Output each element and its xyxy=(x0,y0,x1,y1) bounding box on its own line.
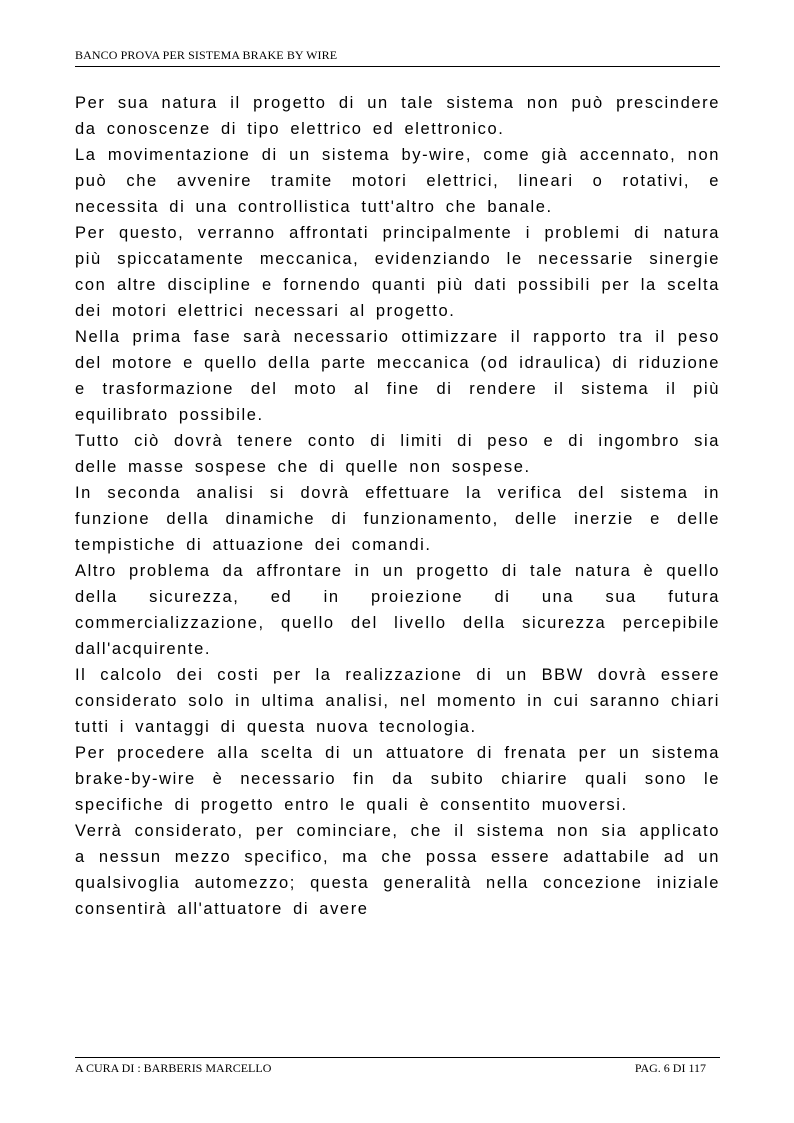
body-text xyxy=(75,90,720,922)
page-number: PAG. 6 DI 117 xyxy=(634,1061,706,1075)
running-header: BANCO PROVA PER SISTEMA BRAKE BY WIRE xyxy=(75,48,720,67)
paragraph: Altro problema da affrontare in un progetto di tale natura è quello della sicurezza, ed in proiezione di una sua futura commercializzazione, quello del livello della sicurezza percepibile dall'acquirente. xyxy=(75,562,720,658)
footer-author: A CURA DI : BARBERIS MARCELLO xyxy=(75,1061,272,1075)
footer-divider xyxy=(75,1057,720,1058)
paragraph: Nella prima fase sarà necessario ottimizzare il rapporto tra il peso del motore e quello della parte meccanica (od idraulica) di riduzione e trasformazione del moto al fine di rendere il sistema il più equilibrato possibile. xyxy=(75,328,720,424)
paragraph: La movimentazione di un sistema by-wire, come già accennato, non può che avvenire tramite motori elettrici, lineari o rotativi, e necessita di una controllistica tutt'altro che banale. xyxy=(75,146,720,216)
paragraph: Tutto ciò dovrà tenere conto di limiti di peso e di ingombro sia delle masse sospese che di quelle non sospese. xyxy=(75,432,720,476)
paragraph: Verrà considerato, per cominciare, che il sistema non sia applicato a nessun mezzo specifico, ma che possa essere adattabile ad un qualsivoglia automezzo; questa generalità nella concezione iniziale consentirà all'attuatore di avere xyxy=(75,822,720,918)
paragraph: In seconda analisi si dovrà effettuare la verifica del sistema in funzione della dinamiche di funzionamento, delle inerzie e delle tempistiche di attuazione dei comandi. xyxy=(75,484,720,554)
paragraph: Per procedere alla scelta di un attuatore di frenata per un sistema brake-by-wire è necessario fin da subito chiarire quali sono le specifiche di progetto entro le quali è consentito muoversi. xyxy=(75,744,720,814)
paragraph: Per questo, verranno affrontati principalmente i problemi di natura più spiccatamente meccanica, evidenziando le necessarie sinergie con altre discipline e fornendo quanti più dati possibili per la scelta dei motori elettrici necessari al progetto. xyxy=(75,224,720,320)
paragraph: Per sua natura il progetto di un tale sistema non può prescindere da conoscenze di tipo elettrico ed elettronico. xyxy=(75,94,720,138)
paragraph: Il calcolo dei costi per la realizzazione di un BBW dovrà essere considerato solo in ultima analisi, nel momento in cui saranno chiari tutti i vantaggi di questa nuova tecnologia. xyxy=(75,666,720,736)
